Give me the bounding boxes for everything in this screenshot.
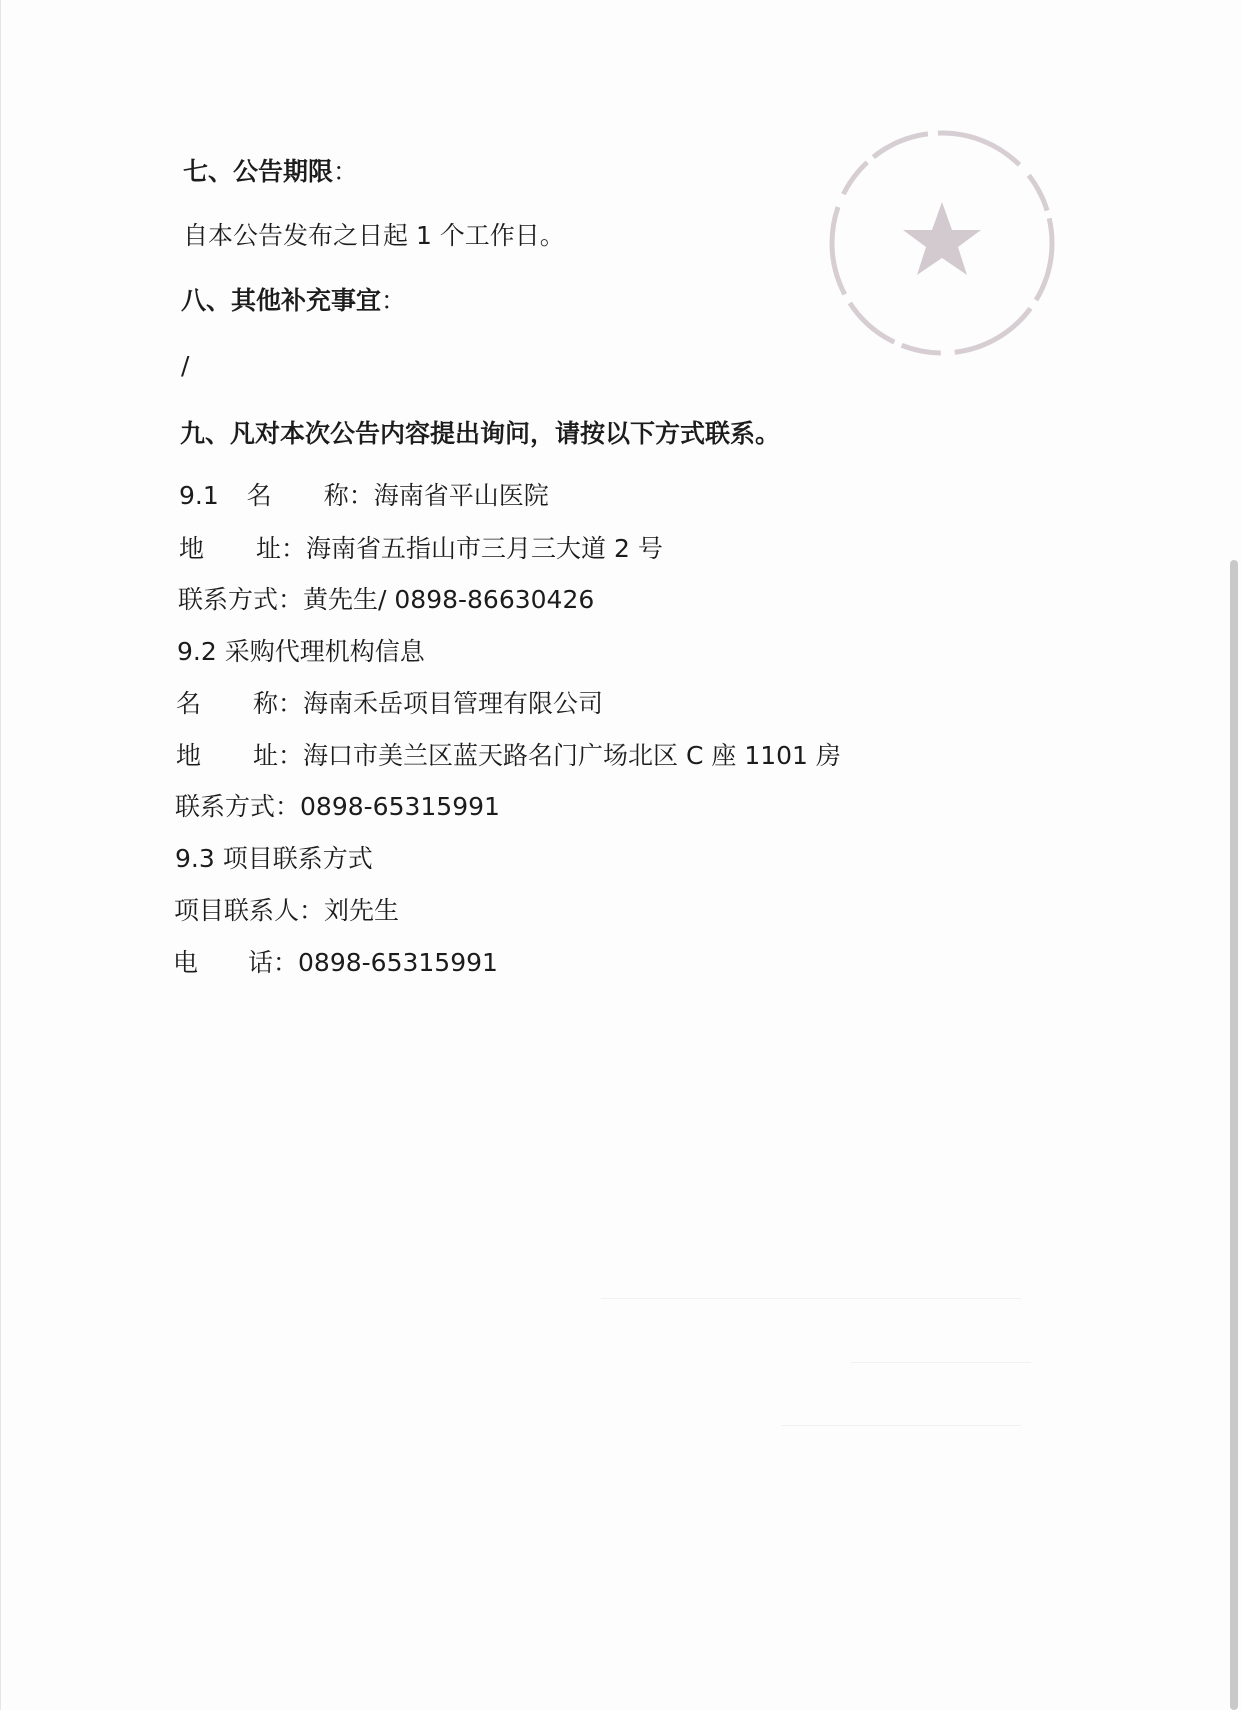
official-seal-stamp [823, 124, 1061, 362]
project-person-row [174, 895, 399, 927]
agency-name-label-1: 名 [176, 689, 202, 718]
section-9-heading: 九、凡对本次公告内容提出询问，请按以下方式联系。 [180, 419, 781, 448]
agency-address-label-1: 地 [176, 741, 202, 770]
section-7-text: 自本公告发布之日起 1 个工作日。 [183, 221, 565, 250]
project-phone-label-1: 电 [173, 948, 199, 977]
agency-contact-label: 联系方式： [175, 792, 301, 821]
purchaser-address-label-2: 址： [256, 534, 307, 563]
purchaser-contact-label: 联系方式： [178, 585, 304, 614]
show-through-mark [781, 1425, 1021, 1426]
purchaser-address-value: 海南省五指山市三月三大道 2 号 [306, 534, 663, 563]
project-phone-value: 0898-65315991 [298, 948, 498, 977]
project-person-value: 刘先生 [324, 896, 400, 925]
agency-heading: 9.2 采购代理机构信息 [177, 637, 425, 666]
agency-name-row [176, 688, 603, 720]
project-phone-label-2: 话： [248, 948, 299, 977]
project-phone-row [173, 947, 498, 979]
section-8-text: / [181, 351, 190, 380]
section-8-heading: 八、其他补充事宜： [181, 286, 407, 315]
project-person-label: 项目联系人： [174, 896, 325, 925]
show-through-mark [601, 1298, 1021, 1299]
agency-address-value: 海口市美兰区蓝天路名门广场北区 C 座 1101 房 [303, 741, 841, 770]
purchaser-name-label-1: 名 [246, 481, 272, 510]
purchaser-contact-row [178, 584, 594, 616]
agency-contact-value: 0898-65315991 [300, 792, 500, 821]
project-heading: 9.3 项目联系方式 [175, 844, 373, 873]
purchaser-name-label-2: 称： [323, 481, 374, 510]
agency-address-row [176, 740, 841, 772]
agency-address-label-2: 址： [253, 741, 304, 770]
show-through-mark [851, 1362, 1031, 1363]
agency-contact-row [175, 791, 500, 823]
purchaser-contact-value: 黄先生/ 0898-86630426 [303, 585, 595, 614]
purchaser-address-row [179, 533, 663, 565]
purchaser-address-label-1: 地 [179, 534, 205, 563]
section-7-heading: 七、公告期限： [183, 157, 359, 186]
purchaser-prefix: 9.1 [179, 481, 219, 510]
vertical-scrollbar-thumb[interactable] [1230, 560, 1238, 1710]
agency-name-label-2: 称： [253, 689, 304, 718]
purchaser-name-row [179, 480, 549, 512]
purchaser-name-value: 海南省平山医院 [373, 481, 549, 510]
agency-name-value: 海南禾岳项目管理有限公司 [303, 689, 604, 718]
